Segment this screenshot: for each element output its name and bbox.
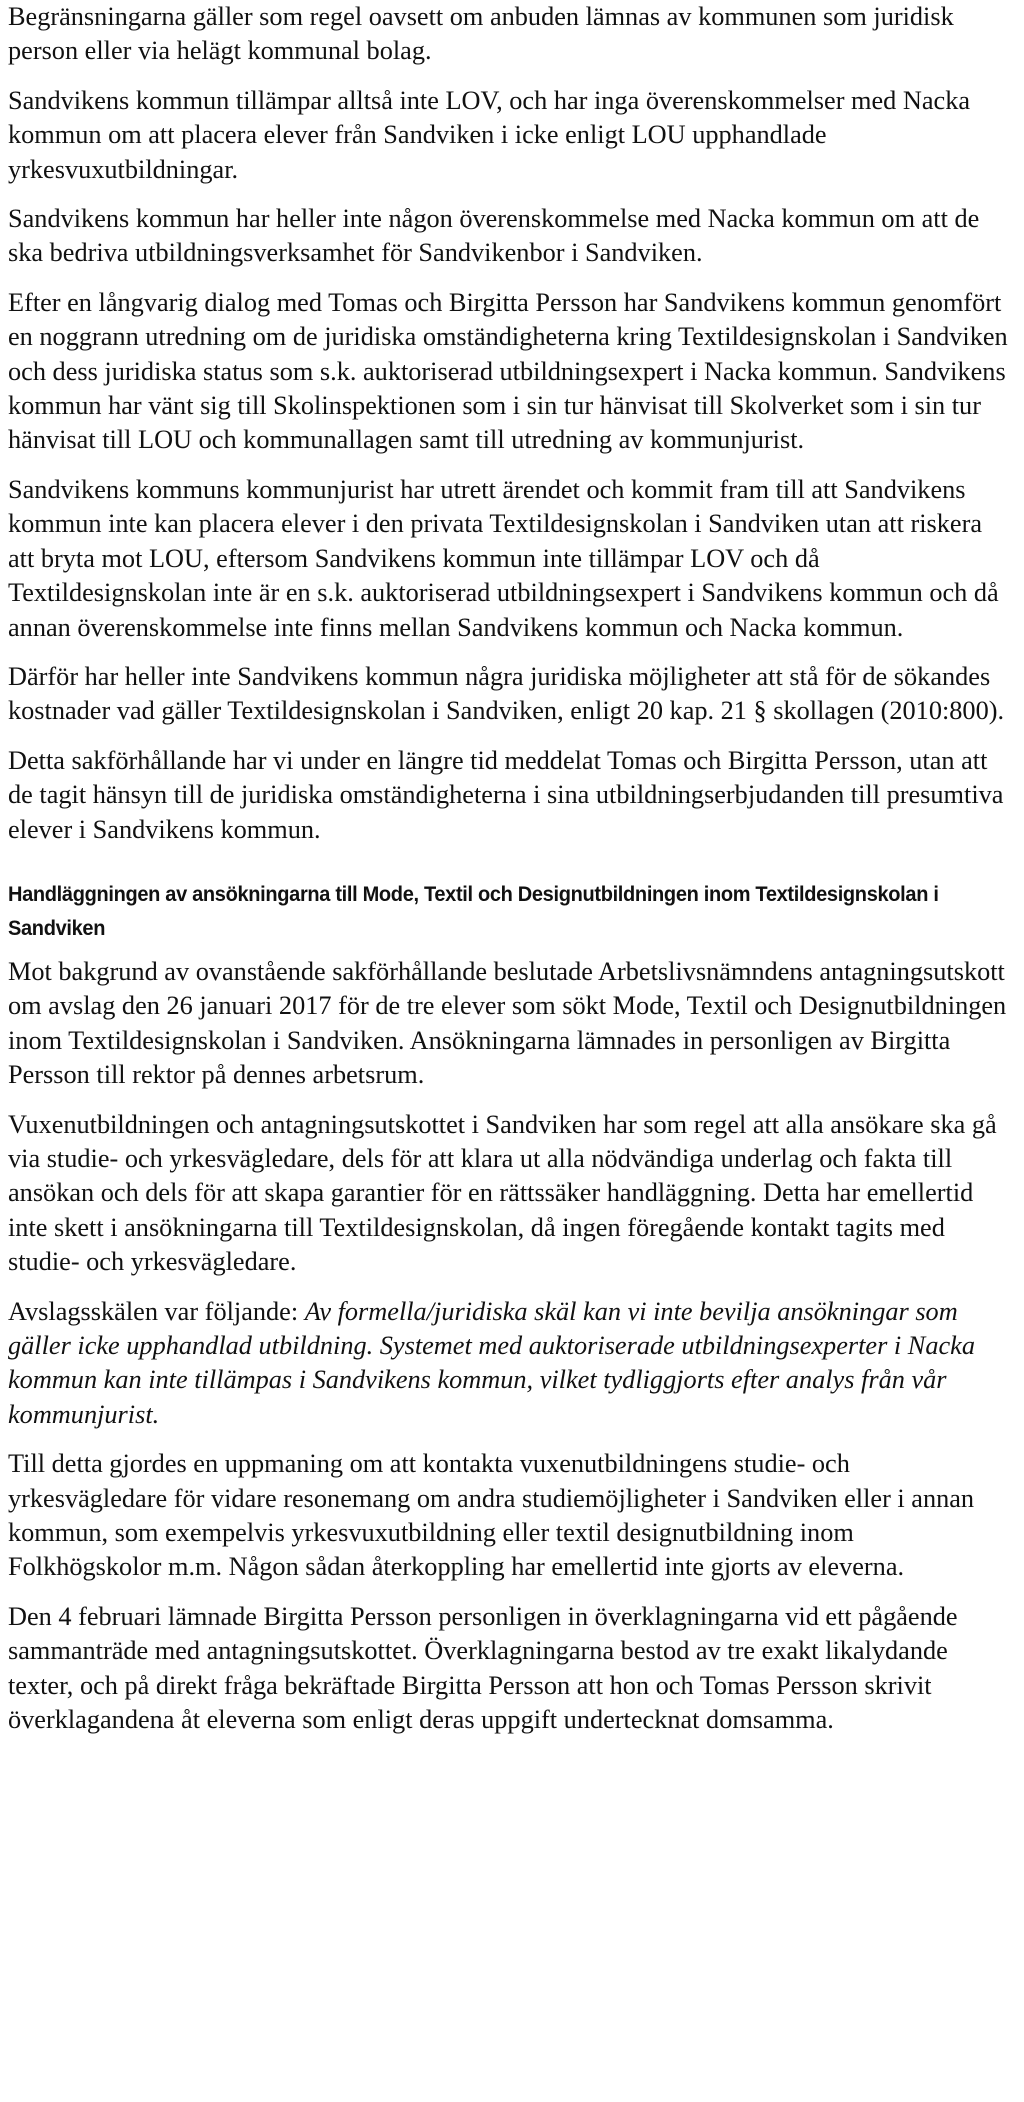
section-heading: Handläggningen av ansökningarna till Mode, Textil och Designutbildningen inom Textildesignskolan i Sandviken bbox=[8, 881, 939, 940]
paragraph-decision: Mot bakgrund av ovanstående sakförhållande beslutade Arbetslivsnämndens antagningsutskott om avslag den 26 januari 2017 för de tre elever som sökt Mode, Textil och Designutbildningen inom Textildesignskolan i Sandviken. Ansökningarna lämnades in personligen av Birgitta Persson till rektor på dennes arbetsrum. bbox=[8, 956, 1007, 1090]
paragraph-costs: Därför har heller inte Sandvikens kommun några juridiska möjligheter att stå för de sökandes kostnader vad gäller Textildesignskolan i Sandviken, enligt 20 kap. 21 § skollagen (2010:800). bbox=[8, 661, 1005, 726]
paragraph-dialog: Efter en långvarig dialog med Tomas och Birgitta Persson har Sandvikens kommun genomfört en noggrann utredning om de juridiska omständigheterna kring Textildesignskolan i Sandviken och dess juridiska status som s.k. auktoriserad utbildningsexpert i Nacka kommun. Sandvikens kommun har vänt sig till Skolinspektionen som i sin tur hänvisat till Skolverket som i sin tur hänvisat till LOU och kommunallagen samt till utredning av kommunjurist. bbox=[8, 287, 1008, 455]
paragraph-guidance: Vuxenutbildningen och antagningsutskottet i Sandviken har som regel att alla ansökare ska gå via studie- och yrkesvägledare, dels för att klara ut alla nödvändiga underlag och fakta till ansökan och dels för att skapa garantier för en rättssäker handläggning. Detta har emellertid inte skett i ansökningarna till Textildesignskolan, då ingen föregående kontakt tagits med studie- och yrkesvägledare. bbox=[8, 1109, 997, 1277]
paragraph-lov: Sandvikens kommun tillämpar alltså inte LOV, och har inga överenskommelser med Nacka kommun om att placera elever från Sandviken i icke enligt LOU upphandlade yrkesvuxutbildningar. bbox=[8, 85, 971, 184]
paragraph-restrictions: Begränsningarna gäller som regel oavsett om anbuden lämnas av kommunen som juridisk person eller via helägt kommunal bolag. bbox=[8, 2, 954, 66]
paragraph-contact-advice: Till detta gjordes en uppmaning om att kontakta vuxenutbildningens studie- och yrkesvägledare för vidare resonemang om andra studiemöjligheter i Sandviken eller i annan kommun, som exempelvis yrkesvuxutbildning eller textil designutbildning inom Folkhögskolor m.m. Någon sådan återkoppling har emellertid inte gjorts av eleverna. bbox=[8, 1449, 975, 1582]
paragraph-legal-review: Sandvikens kommuns kommunjurist har utrett ärendet och kommit fram till att Sandvikens kommun inte kan placera elever i den privata Textildesignskolan i Sandviken utan att riskera att bryta mot LOU, eftersom Sandvikens kommun inte tillämpar LOV och då Textildesignskolan inte är en s.k. auktoriserad utbildningsexpert i Sandvikens kommun och då annan överenskommelse inte finns mellan Sandvikens kommun och Nacka kommun. bbox=[8, 474, 999, 642]
paragraph-rejection-reasons bbox=[8, 1295, 1008, 1433]
document-page bbox=[8, 0, 1008, 1752]
rejection-quote: Av formella/juridiska skäl kan vi inte bevilja ansökningar som gäller icke upphandlad utbildning. Systemet med auktoriserade utbildningsexperter i Nacka kommun kan inte tillämpas i Sandvikens kommun, vilket tydliggjorts efter analys från vår kommunjurist. bbox=[8, 1296, 975, 1429]
paragraph-appeals: Den 4 februari lämnade Birgitta Persson personligen in överklagningarna vid ett pågående sammanträde med antagningsutskottet. Överklagningarna bestod av tre exakt likalydande texter, och på direkt fråga bekräftade Birgitta Persson att hon och Tomas Persson skrivit överklagandena åt eleverna som enligt deras uppgift undertecknat domsamma. bbox=[8, 1601, 958, 1735]
paragraph-nacka-agreement: Sandvikens kommun har heller inte någon överenskommelse med Nacka kommun om att de ska bedriva utbildningsverksamhet för Sandvikenbor i Sandviken. bbox=[8, 204, 980, 268]
rejection-lead: Avslagsskälen var följande: bbox=[8, 1296, 305, 1326]
paragraph-communication: Detta sakförhållande har vi under en längre tid meddelat Tomas och Birgitta Persson, utan att de tagit hänsyn till de juridiska omständigheterna i sina utbildningserbjudanden till presumtiva elever i Sandvikens kommun. bbox=[8, 745, 1004, 844]
